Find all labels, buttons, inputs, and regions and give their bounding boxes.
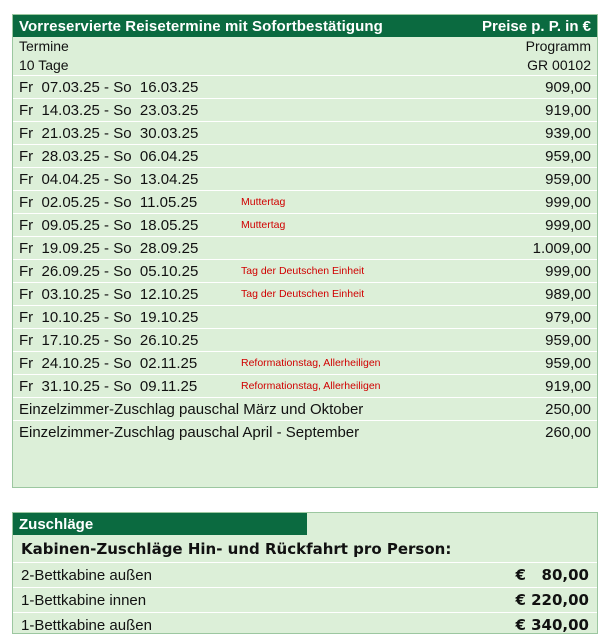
date-range: Fr 19.09.25 - So 28.09.25 (19, 239, 199, 257)
date-range: Fr 04.04.25 - So 13.04.25 (19, 170, 199, 188)
holiday-note: Reformationstag, Allerheiligen (241, 357, 381, 369)
cabin-label: 1-Bettkabine außen (21, 616, 152, 634)
cabin-surcharge-row (13, 612, 597, 637)
table-row (13, 190, 597, 213)
price-value: 250,00 (545, 400, 591, 418)
price-note: Preise p. P. in € (482, 17, 591, 35)
table-row (13, 167, 597, 190)
date-range: Fr 07.03.25 - So 16.03.25 (19, 78, 199, 96)
surcharges-title: Zuschläge (19, 515, 94, 533)
surcharge-label: Einzelzimmer-Zuschlag pauschal April - September (19, 423, 360, 441)
cabin-surcharge-row (13, 562, 597, 587)
price-value: 919,00 (545, 101, 591, 119)
date-range: Fr 21.03.25 - So 30.03.25 (19, 124, 199, 142)
table-row (13, 75, 597, 98)
cabin-price: € 340,00 (515, 616, 589, 634)
table-row (13, 236, 597, 259)
cabin-price: € 220,00 (515, 591, 589, 609)
price-value: 260,00 (545, 423, 591, 441)
table-header (13, 15, 597, 37)
price-value: 999,00 (545, 262, 591, 280)
date-range: Fr 24.10.25 - So 02.11.25 (19, 354, 198, 372)
holiday-note: Muttertag (241, 219, 286, 231)
price-value: 959,00 (545, 354, 591, 372)
surcharges-panel (12, 512, 598, 634)
cabin-rows (13, 562, 597, 637)
price-value: 959,00 (545, 331, 591, 349)
travel-dates-table (12, 14, 598, 488)
surcharge-label: Einzelzimmer-Zuschlag pauschal März und Oktober (19, 400, 364, 418)
price-value: 989,00 (545, 285, 591, 303)
cabin-label: 2-Bettkabine außen (21, 566, 152, 584)
surcharges-subtitle: Kabinen-Zuschläge Hin- und Rückfahrt pro Person: (21, 540, 452, 558)
price-value: 919,00 (545, 377, 591, 395)
single-room-surcharge-row (13, 397, 597, 420)
table-row (13, 282, 597, 305)
price-value: 999,00 (545, 216, 591, 234)
duration-label: 10 Tage (19, 57, 69, 73)
price-value: 959,00 (545, 147, 591, 165)
program-code: GR 00102 (527, 57, 591, 73)
cabin-price: € 80,00 (515, 566, 589, 584)
date-range: Fr 26.09.25 - So 05.10.25 (19, 262, 199, 280)
table-row (13, 259, 597, 282)
price-value: 939,00 (545, 124, 591, 142)
holiday-note: Muttertag (241, 196, 286, 208)
price-value: 999,00 (545, 193, 591, 211)
table-row (13, 144, 597, 167)
table-row (13, 213, 597, 236)
column-programm: Programm (525, 38, 591, 54)
date-range: Fr 28.03.25 - So 06.04.25 (19, 147, 199, 165)
price-value: 909,00 (545, 78, 591, 96)
holiday-note: Tag der Deutschen Einheit (241, 288, 365, 300)
date-rows (13, 75, 597, 397)
date-range: Fr 14.03.25 - So 23.03.25 (19, 101, 199, 119)
single-room-surcharge-row (13, 420, 597, 443)
table-row (13, 374, 597, 397)
table-row (13, 98, 597, 121)
surcharges-header (13, 513, 307, 535)
column-termine: Termine (19, 38, 69, 54)
cabin-surcharge-row (13, 587, 597, 612)
holiday-note: Reformationstag, Allerheiligen (241, 380, 381, 392)
price-value: 959,00 (545, 170, 591, 188)
date-range: Fr 10.10.25 - So 19.10.25 (19, 308, 199, 326)
column-subheader-row (13, 56, 597, 75)
date-range: Fr 31.10.25 - So 09.11.25 (19, 377, 198, 395)
table-row (13, 351, 597, 374)
extra-rows (13, 397, 597, 443)
table-row (13, 328, 597, 351)
price-value: 1.009,00 (532, 239, 591, 257)
date-range: Fr 17.10.25 - So 26.10.25 (19, 331, 199, 349)
table-row (13, 121, 597, 144)
price-value: 979,00 (545, 308, 591, 326)
cabin-label: 1-Bettkabine innen (21, 591, 147, 609)
table-title: Vorreservierte Reisetermine mit Sofortbestätigung (19, 17, 383, 35)
date-range: Fr 02.05.25 - So 11.05.25 (19, 193, 198, 211)
date-range: Fr 09.05.25 - So 18.05.25 (19, 216, 199, 234)
holiday-note: Tag der Deutschen Einheit (241, 265, 365, 277)
column-header-row (13, 37, 597, 56)
date-range: Fr 03.10.25 - So 12.10.25 (19, 285, 199, 303)
table-row (13, 305, 597, 328)
